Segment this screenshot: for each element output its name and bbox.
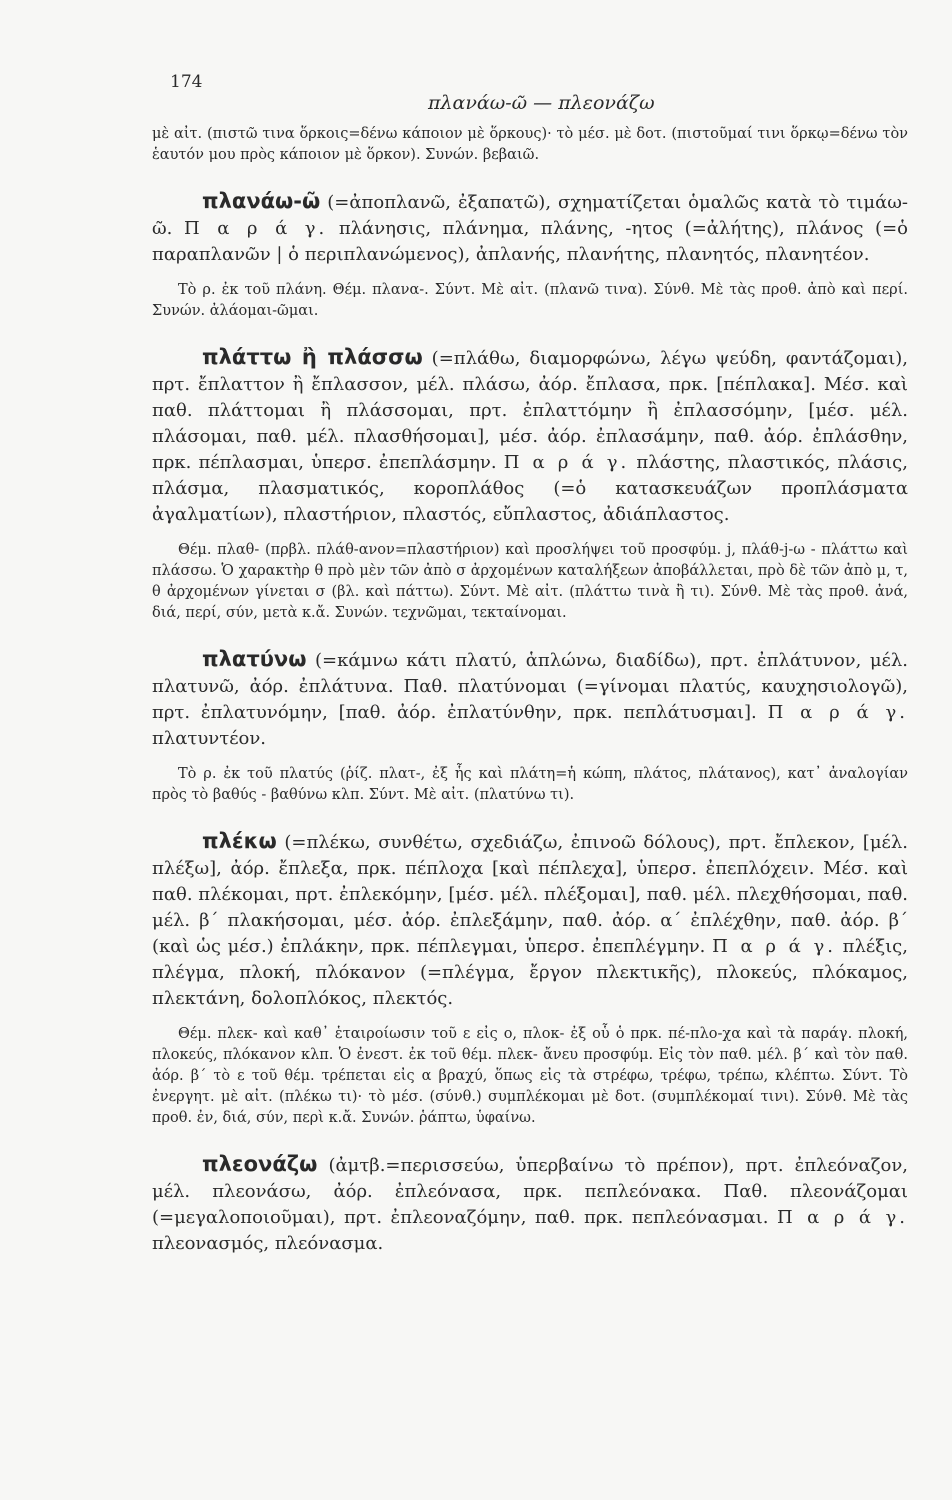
entry-note: Τὸ ρ. ἐκ τοῦ πλάνη. Θέμ. πλανα-. Σύντ. Μὲ αἰτ. (πλανῶ τινα). Σύνθ. Μὲ τὰς προθ. ἀπὸ καὶ περί. Συνών. ἀλάομαι-ῶμαι.: [152, 282, 908, 319]
derivatives: πλάστης, πλαστικός, πλάσις, πλάσμα, πλασματικός, κοροπλάθος (=ὁ κατασκευάζων προπλάσματα ἀγαλματίων), πλαστήριον, πλαστός, εὔπλαστος, ἀδιάπλαστος.: [152, 452, 908, 525]
definition: (ἀμτβ.=περισσεύω, ὑπερβαίνω τὸ πρέπον), πρτ. ἐπλεόναζον, μέλ. πλεονάσω, ἀόρ. ἐπλεόνασα, πρκ. πεπλεόνακα. Παθ. πλεονάζομαι (=μεγαλοποιοῦμαι), πρτ. ἐπλεοναζόμην, παθ. πρκ. πεπλεόνασμαι.: [152, 1155, 908, 1228]
entry-note: Τὸ ρ. ἐκ τοῦ πλατύς (ῥίζ. πλατ-, ἐξ ἧς καὶ πλάτη=ἡ κώπη, πλάτος, πλάτανος), κατ᾽ ἀναλογίαν πρὸς τὸ βαθύς - βαθύνω κλπ. Σύντ. Μὲ αἰτ. (πλατύνω τι).: [152, 766, 908, 803]
headword: πλάττω ἢ πλάσσω: [202, 345, 423, 369]
definition: (=πλέκω, συνθέτω, σχεδιάζω, ἐπινοῶ δόλους), πρτ. ἔπλεκον, [μέλ. πλέξω], ἀόρ. ἔπλεξα, πρκ. πέπλοχα [καὶ πέπλεχα], ὑπερσ. ἐπεπλόχειν. Μέσ. καὶ παθ. πλέκομαι, πρτ. ἐπλεκόμην, [μέσ. μέλ. πλέξομαι], παθ. μέλ. πλεχθήσομαι, παθ. μέλ. β´ πλακήσομαι, μέσ. ἀόρ. ἐπλεξάμην, παθ. ἀόρ. α´ ἐπλέχθην, παθ. ἀόρ. β´ (καὶ ὡς μέσ.) ἐπλάκην, πρκ. πέπλεγμαι, ὑπερσ. ἐπεπλέγμην.: [152, 832, 908, 957]
entry-platto: [152, 344, 908, 624]
entry-note: Θέμ. πλαθ- (πρβλ. πλάθ-ανον=πλαστήριον) καὶ προσλήψει τοῦ προσφύμ. j, πλάθ-j-ω - πλάττω καὶ πλάσσω. Ὁ χαρακτὴρ θ πρὸ μὲν τῶν ἀπὸ σ ἀρχομένων καταλήξεων ἀποβάλλεται, πρὸ δὲ τῶν ἀπὸ μ, τ, θ ἀρχομένων γίνεται σ (βλ. καὶ πάττω). Σύντ. Μὲ αἰτ. (πλάττω τινὰ ἢ τι). Σύνθ. Μὲ τὰς προθ. ἀνά, διά, περί, σύν, μετὰ κ.ἄ. Συνών. τεχνῶμαι, τεκταίνομαι.: [152, 542, 908, 621]
page-number: 174: [170, 72, 203, 92]
headword: πλανάω-ῶ: [202, 189, 321, 213]
headword: πλατύνω: [202, 647, 307, 671]
definition: (=πλάθω, διαμορφώνω, λέγω ψεύδη, φαντάζομαι), πρτ. ἔπλαττον ἢ ἔπλασσον, μέλ. πλάσω, ἀόρ. ἔπλασα, πρκ. [πέπλακα]. Μέσ. καὶ παθ. πλάττομαι ἢ πλάσσομαι, πρτ. ἐπλαττόμην ἢ ἐπλασσόμην, [μέσ. μέλ. πλάσομαι, παθ. μέλ. πλασθήσομαι], μέσ. ἀόρ. ἐπλασάμην, παθ. ἀόρ. ἐπλάσθην, πρκ. πέπλασμαι, ὑπερσ. ἐπεπλάσμην.: [152, 348, 908, 473]
running-head: πλανάω-ῶ — πλεονάζω: [428, 92, 655, 114]
parag-label: Π α ρ ά γ.: [776, 1207, 908, 1228]
entry-planao: [152, 188, 908, 322]
parag-label: Π α ρ ά γ.: [767, 702, 908, 723]
entry-body: [152, 344, 908, 528]
parag-label: Π α ρ ά γ.: [183, 218, 328, 239]
entry-body: [152, 188, 908, 268]
entry-pleko: [152, 828, 908, 1129]
entry-body: [152, 646, 908, 752]
headword: πλεονάζω: [202, 1152, 318, 1176]
text-column: [152, 128, 908, 1269]
headword: πλέκω: [202, 829, 277, 853]
intro-note: μὲ αἰτ. (πιστῶ τινα ὅρκοις=δένω κάποιον μὲ ὅρκους)· τὸ μέσ. μὲ δοτ. (πιστοῦμαί τινι ὅρκῳ=δένω τὸν ἑαυτόν μου πρὸς κάποιον μὲ ὅρκον). Συνών. βεβαιῶ.: [152, 126, 908, 163]
definition: (=κάμνω κάτι πλατύ, ἁπλώνω, διαδίδω), πρτ. ἐπλάτυνον, μέλ. πλατυνῶ, ἀόρ. ἐπλάτυνα. Παθ. πλατύνομαι (=γίνομαι πλατύς, καυχησιολογῶ), πρτ. ἐπλατυνόμην, [παθ. ἀόρ. ἐπλατύνθην, πρκ. πεπλάτυσμαι].: [152, 650, 908, 723]
entry-platyno: [152, 646, 908, 806]
entry-body: [152, 828, 908, 1012]
entry-note: Θέμ. πλεκ- καὶ καθ᾽ ἑταιροίωσιν τοῦ ε εἰς ο, πλοκ- ἐξ οὗ ὁ πρκ. πέ-πλο-χα καὶ τὰ παράγ. πλοκή, πλοκεύς, πλόκανον κλπ. Ὁ ἐνεστ. ἐκ τοῦ θέμ. πλεκ- ἄνευ προσφύμ. Εἰς τὸν παθ. μέλ. β´ καὶ τὸν παθ. ἀόρ. β´ τὸ ε τοῦ θέμ. τρέπεται εἰς α βραχύ, ὅπως εἰς τὰ στρέφω, τρέφω, τρέπω, κλέπτω. Σύντ. Τὸ ἐνεργητ. μὲ αἰτ. (πλέκω τι)· τὸ μέσ. (σύνθ.) συμπλέκομαι μὲ δοτ. (συμπλέκομαί τινι). Σύνθ. Μὲ τὰς προθ. ἐν, διά, σύν, περὶ κ.ἄ. Συνών. ῥάπτω, ὑφαίνω.: [152, 1026, 908, 1126]
entry-body: [152, 1151, 908, 1257]
entry-pleonazo: [152, 1151, 908, 1257]
definition: (=ἀποπλανῶ, ἐξαπατῶ), σχηματίζεται ὁμαλῶς κατὰ τὸ τιμάω-ῶ.: [152, 192, 908, 239]
derivatives: πλεονασμός, πλεόνασμα.: [152, 1233, 384, 1254]
derivatives: πλέξις, πλέγμα, πλοκή, πλόκανον (=πλέγμα, ἔργον πλεκτικῆς), πλοκεύς, πλόκαμος, πλεκτάνη, δολοπλόκος, πλεκτός.: [152, 936, 908, 1009]
derivatives: πλατυντέον.: [152, 728, 267, 749]
parag-label: Π α ρ ά γ.: [712, 936, 836, 957]
parag-label: Π α ρ ά γ.: [503, 452, 630, 473]
derivatives: πλάνησις, πλάνημα, πλάνης, -ητος (=ἀλήτης), πλάνος (=ὁ παραπλανῶν | ὁ περιπλανώμενος), ἀπλανής, πλανήτης, πλανητός, πλανητέον.: [152, 218, 908, 265]
